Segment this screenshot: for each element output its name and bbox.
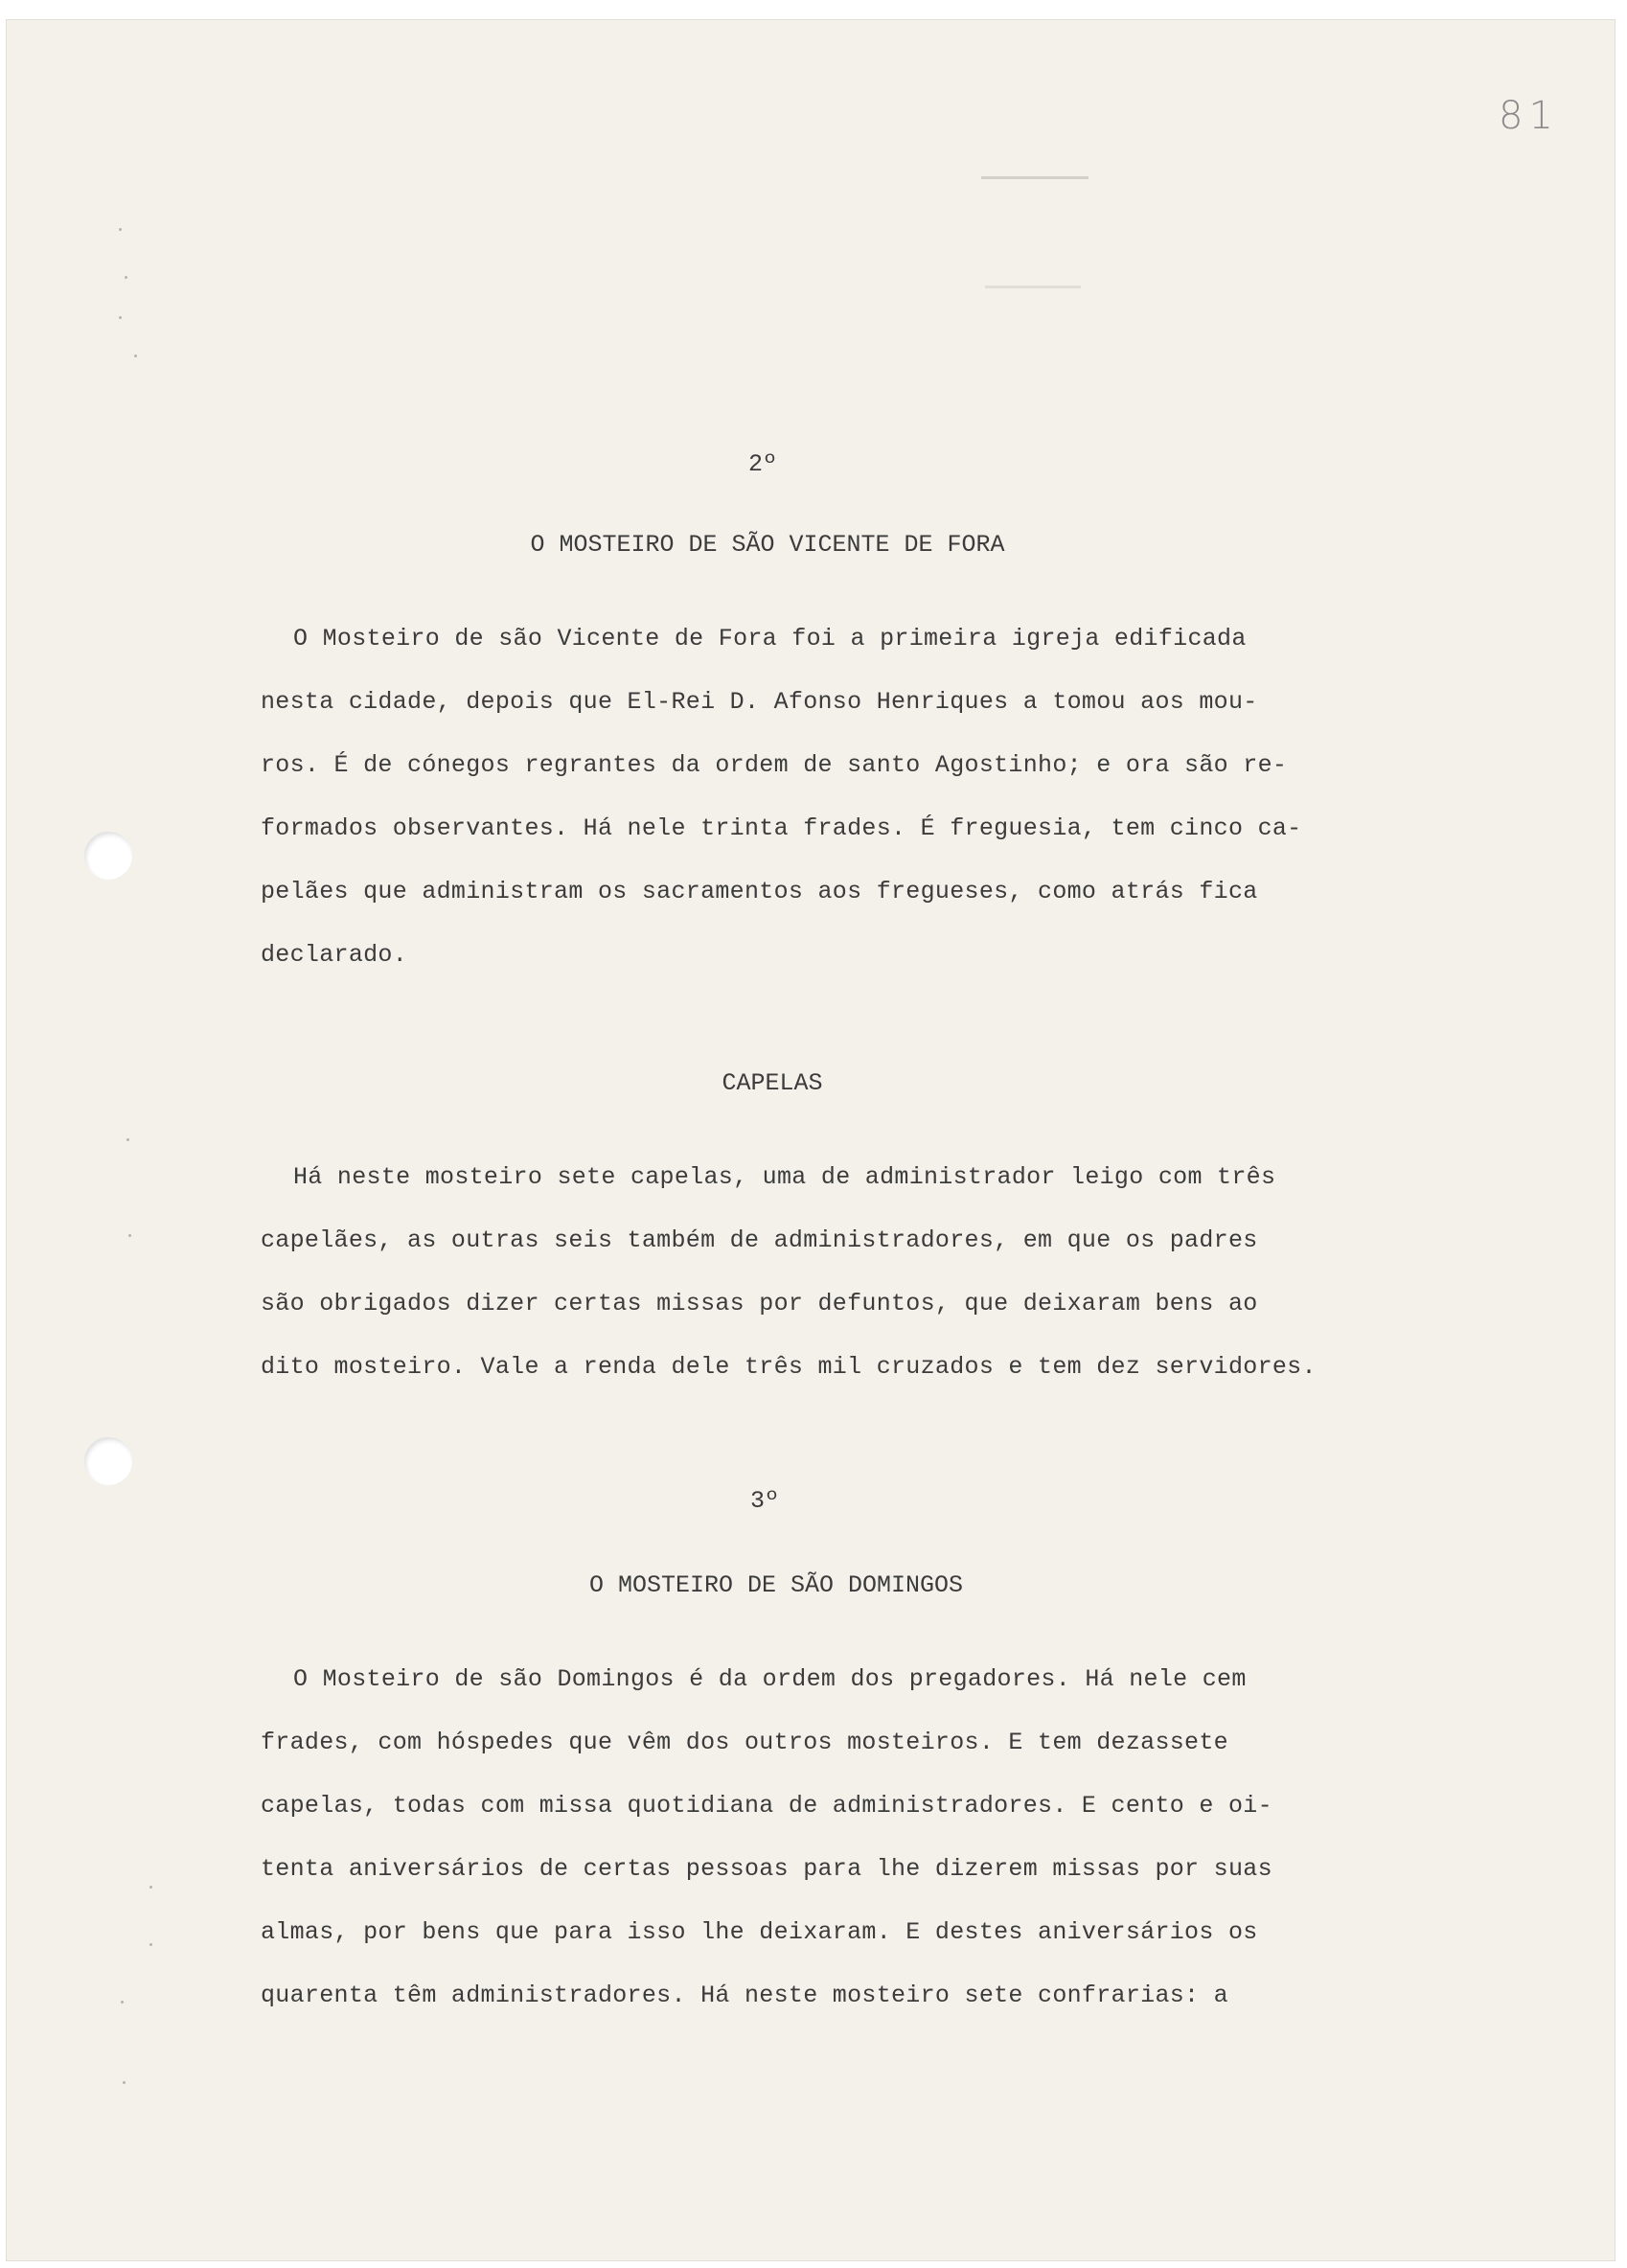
paragraph-line: O Mosteiro de são Domingos é da ordem dos pregadores. Há nele cem [293,1665,1247,1693]
show-through-mark [981,176,1088,179]
section-number: 3º [749,1487,780,1515]
margin-mark [119,316,122,319]
section-number: 2º [747,450,778,478]
paragraph-line: formados observantes. Há nele trinta frades. É freguesia, tem cinco ca- [261,814,1302,842]
paragraph-line: dito mosteiro. Vale a renda dele três mil cruzados e tem dez servidores. [261,1353,1317,1381]
margin-mark [149,1943,152,1946]
margin-mark [126,1138,129,1141]
margin-mark [149,1886,152,1889]
margin-mark [123,2081,126,2084]
paragraph-line: O Mosteiro de são Vicente de Fora foi a primeira igreja edificada [293,625,1247,653]
paragraph-line: são obrigados dizer certas missas por defuntos, que deixaram bens ao [261,1290,1258,1317]
folio-number: 81 [1499,94,1559,138]
paragraph-line: ros. É de cónegos regrantes da ordem de santo Agostinho; e ora são re- [261,751,1288,779]
paragraph-line: tenta aniversários de certas pessoas para lhe dizerem missas por suas [261,1855,1272,1883]
paragraph-line: almas, por bens que para isso lhe deixaram. E destes aniversários os [261,1918,1258,1946]
margin-mark [119,228,122,231]
paragraph-line: nesta cidade, depois que El-Rei D. Afonso Henriques a tomou aos mou- [261,688,1258,716]
margin-mark [134,355,137,357]
section-heading: O MOSTEIRO DE SÃO VICENTE DE FORA [530,531,1005,559]
margin-mark [128,1234,131,1237]
paragraph-line: pelães que administram os sacramentos aos fregueses, como atrás fica [261,878,1258,905]
punch-hole-top [84,832,132,880]
paragraph-line: capelas, todas com missa quotidiana de administradores. E cento e oi- [261,1792,1272,1820]
document-page [6,19,1616,2261]
section-heading: O MOSTEIRO DE SÃO DOMINGOS [588,1571,964,1599]
show-through-mark [985,286,1081,288]
paragraph-line: Há neste mosteiro sete capelas, uma de administrador leigo com três [293,1163,1276,1191]
margin-mark [125,276,127,279]
paragraph-line: quarenta têm administradores. Há neste mosteiro sete confrarias: a [261,1982,1228,2009]
paragraph-line: capelães, as outras seis também de administradores, em que os padres [261,1226,1258,1254]
paragraph-line: declarado. [261,941,408,969]
punch-hole-bottom [84,1437,132,1485]
paragraph-line: frades, com hóspedes que vêm dos outros mosteiros. E tem dezassete [261,1729,1228,1756]
margin-mark [121,2001,124,2004]
section-heading: CAPELAS [722,1069,823,1097]
